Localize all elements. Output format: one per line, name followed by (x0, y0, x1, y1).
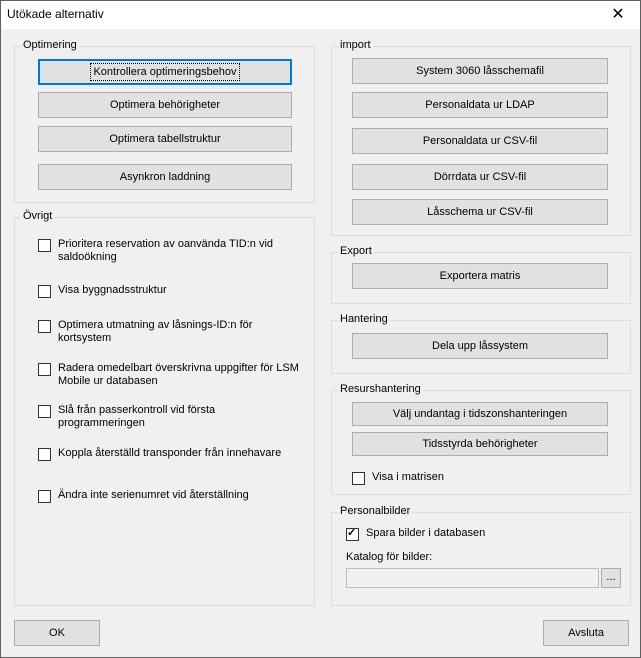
option-unlink-reset-transponder-label: Koppla återställd transponder från innehavare (58, 447, 282, 459)
title-bar (1, 1, 640, 29)
ok-button[interactable] (14, 620, 100, 646)
split-lock-system-button[interactable] (352, 333, 608, 359)
catalog-path-field[interactable] (346, 568, 599, 588)
import-ldap-personnel-label: Personaldata ur LDAP (425, 99, 535, 111)
option-delete-overwritten-lsm-label: Radera omedelbart överskrivna uppgifter för LSM Mobile ur databasen (58, 362, 299, 387)
group-optimering-legend: Optimering (23, 39, 77, 51)
group-personalbilder-legend: Personalbilder (340, 505, 411, 517)
option-disable-access-control[interactable] (38, 404, 303, 430)
option-show-building-structure[interactable] (38, 284, 303, 298)
checkbox-show-in-matrix[interactable] (352, 472, 365, 485)
option-show-building-structure-label: Visa byggnadsstruktur (58, 284, 167, 296)
group-ovrigt-legend: Övrigt (23, 210, 53, 222)
async-loading-label: Asynkron laddning (119, 171, 211, 183)
export-matrix-button[interactable] (352, 263, 608, 289)
cancel-button[interactable] (543, 620, 629, 646)
optimize-table-structure-button[interactable] (38, 126, 292, 152)
checkbox-show-building-structure[interactable] (38, 285, 51, 298)
async-loading-button[interactable] (38, 164, 292, 190)
option-prioritize-reservation[interactable] (38, 238, 303, 264)
group-export-legend: Export (340, 245, 372, 257)
check-optimization-label: Kontrollera optimeringsbehov (93, 66, 237, 78)
close-icon[interactable]: ✕ (611, 6, 625, 23)
option-delete-overwritten-lsm[interactable] (38, 362, 303, 388)
option-optimize-lock-id-output-label: Optimera utmatning av låsnings-ID:n för kortsystem (58, 319, 253, 344)
group-resurshantering-legend: Resurshantering (340, 383, 421, 395)
option-save-images-db[interactable] (346, 527, 485, 541)
timezone-exceptions-label: Välj undantag i tidszonshanteringen (392, 408, 568, 420)
import-csv-personnel-label: Personaldata ur CSV-fil (422, 135, 538, 147)
browse-button[interactable]: ... (601, 568, 621, 588)
option-show-in-matrix-label: Visa i matrisen (372, 471, 444, 483)
timed-permissions-label: Tidsstyrda behörigheter (422, 438, 538, 450)
import-csv-lockplan-button[interactable] (352, 199, 608, 225)
checkbox-delete-overwritten-lsm[interactable] (38, 363, 51, 376)
checkbox-keep-serial-on-reset[interactable] (38, 490, 51, 503)
catalog-label: Katalog för bilder: (346, 551, 433, 563)
export-matrix-label: Exportera matris (439, 270, 521, 282)
checkbox-optimize-lock-id-output[interactable] (38, 320, 51, 333)
optimize-table-structure-label: Optimera tabellstruktur (109, 133, 221, 145)
import-ldap-personnel-button[interactable] (352, 92, 608, 118)
checkbox-prioritize-reservation[interactable] (38, 239, 51, 252)
window-title: Utökade alternativ (7, 7, 104, 21)
option-unlink-reset-transponder[interactable] (38, 447, 303, 461)
option-disable-access-control-label: Slå från passerkontroll vid första programmeringen (58, 404, 216, 429)
option-prioritize-reservation-label: Prioritera reservation av oanvända TID:n vid saldoökning (58, 238, 274, 263)
import-csv-personnel-button[interactable] (352, 128, 608, 154)
option-keep-serial-on-reset[interactable] (38, 489, 303, 503)
checkbox-unlink-reset-transponder[interactable] (38, 448, 51, 461)
import-3060-lockplan-button[interactable] (352, 58, 608, 84)
checkbox-disable-access-control[interactable] (38, 405, 51, 418)
option-keep-serial-on-reset-label: Ändra inte serienumret vid återställning (58, 489, 249, 501)
option-save-images-db-label: Spara bilder i databasen (366, 527, 486, 539)
optimize-permissions-label: Optimera behörigheter (109, 99, 221, 111)
timed-permissions-button[interactable] (352, 432, 608, 456)
import-csv-door-button[interactable] (352, 164, 608, 190)
checkbox-save-images-db[interactable] (346, 528, 359, 541)
import-csv-door-label: Dörrdata ur CSV-fil (433, 171, 527, 183)
split-lock-system-label: Dela upp låssystem (432, 340, 528, 352)
check-optimization-button[interactable] (38, 59, 292, 85)
optimize-permissions-button[interactable] (38, 92, 292, 118)
import-csv-lockplan-label: Låsschema ur CSV-fil (427, 206, 533, 218)
cancel-label: Avsluta (568, 627, 604, 639)
group-hantering-legend: Hantering (340, 313, 388, 325)
import-3060-lockplan-label: System 3060 låsschemafil (416, 65, 544, 77)
timezone-exceptions-button[interactable] (352, 402, 608, 426)
option-show-in-matrix[interactable] (352, 471, 444, 485)
option-optimize-lock-id-output[interactable] (38, 319, 303, 345)
group-import-legend: import (340, 39, 371, 51)
ok-label: OK (49, 627, 65, 639)
